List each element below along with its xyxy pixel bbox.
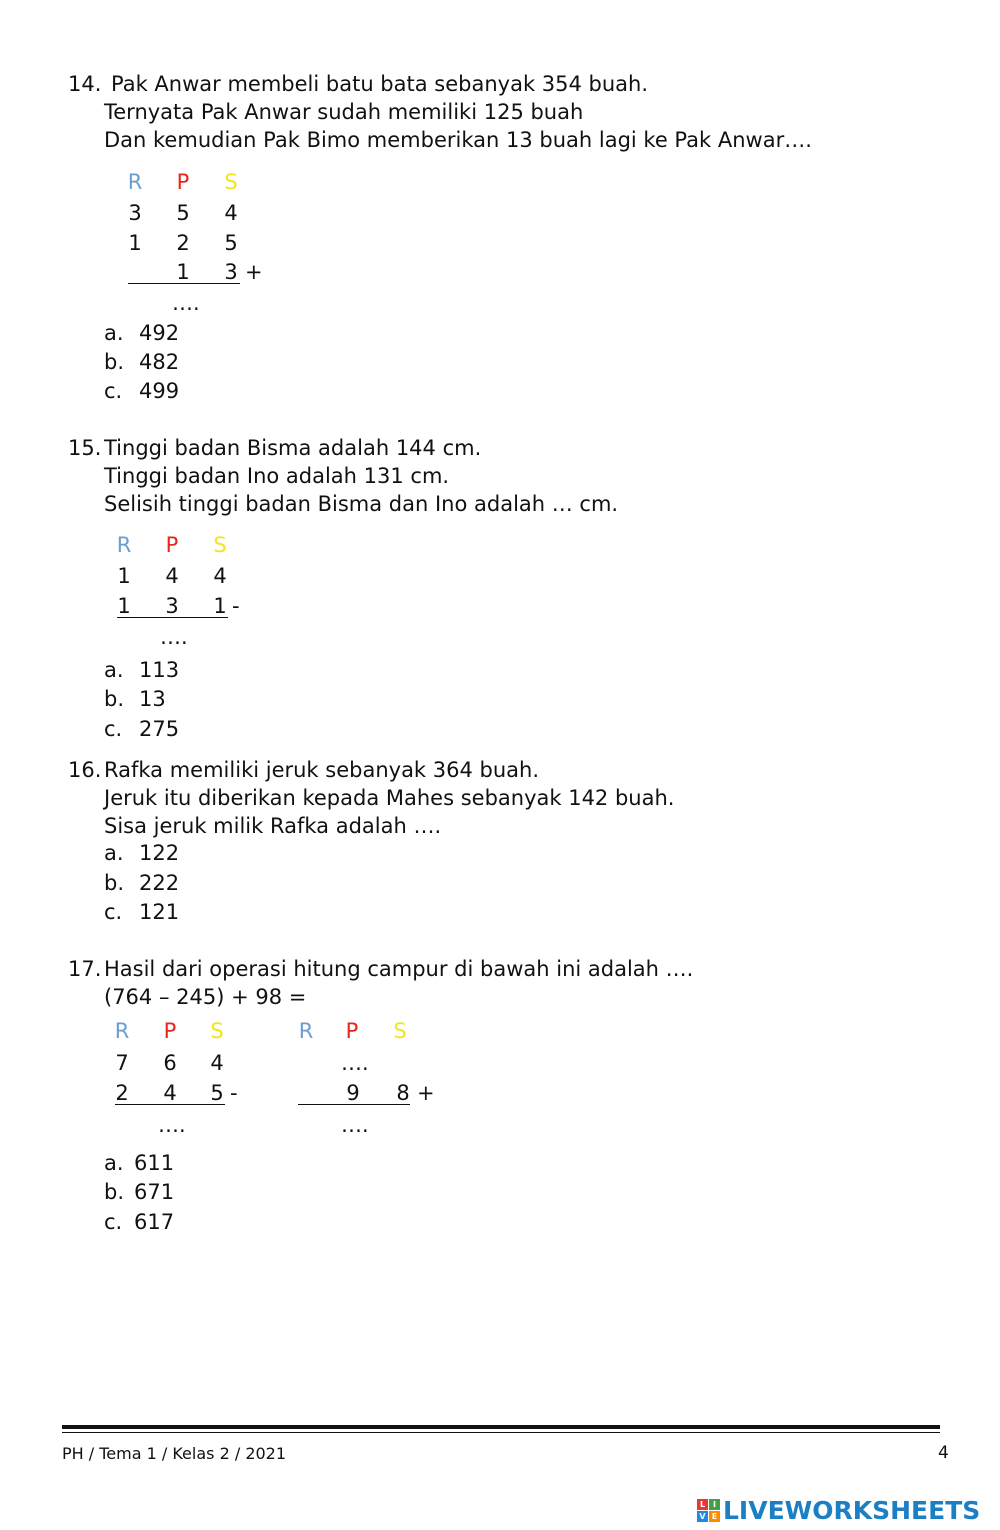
- option-letter: c.: [104, 717, 123, 741]
- digit: 6: [163, 1051, 177, 1075]
- digit: 5: [210, 1081, 224, 1105]
- option-value[interactable]: 122: [139, 841, 180, 865]
- answer-blank: ….: [341, 1051, 369, 1075]
- sum-line: [128, 283, 240, 284]
- option-value[interactable]: 121: [139, 900, 180, 924]
- header-ratusan: R: [114, 1019, 130, 1043]
- digit: 1: [117, 594, 131, 618]
- option-value[interactable]: 113: [139, 658, 180, 682]
- option-letter: b.: [104, 1180, 125, 1204]
- header-satuan: S: [213, 533, 227, 557]
- operator-plus: +: [245, 260, 263, 284]
- digit: 3: [128, 201, 142, 225]
- question-number: 16.: [68, 758, 102, 782]
- option-letter: a.: [104, 1151, 124, 1175]
- question-text: Ternyata Pak Anwar sudah memiliki 125 buah: [104, 100, 584, 124]
- question-text: Tinggi badan Ino adalah 131 cm.: [104, 464, 450, 488]
- digit: 3: [165, 594, 179, 618]
- operator-minus: -: [230, 1081, 238, 1105]
- answer-blank: ….: [172, 291, 200, 315]
- option-letter: c.: [104, 900, 123, 924]
- digit: 7: [115, 1051, 129, 1075]
- answer-blank: ….: [341, 1113, 369, 1137]
- header-puluhan: P: [165, 533, 179, 557]
- question-number: 14.: [68, 72, 102, 96]
- header-satuan: S: [210, 1019, 224, 1043]
- header-puluhan: P: [163, 1019, 177, 1043]
- liveworksheets-logo[interactable]: [697, 1493, 980, 1527]
- expression: (764 – 245) + 98 =: [104, 985, 307, 1009]
- footer-text: PH / Tema 1 / Kelas 2 / 2021: [62, 1444, 287, 1463]
- header-ratusan: R: [127, 170, 143, 194]
- option-letter: b.: [104, 871, 125, 895]
- page-number: 4: [938, 1443, 949, 1463]
- option-value[interactable]: 611: [134, 1151, 175, 1175]
- logo-mark-icon: L I V E: [697, 1499, 720, 1522]
- option-value[interactable]: 275: [139, 717, 180, 741]
- option-letter: b.: [104, 687, 125, 711]
- option-letter: a.: [104, 658, 124, 682]
- question-text: Sisa jeruk milik Rafka adalah ….: [104, 814, 442, 838]
- question-number: 15.: [68, 436, 102, 460]
- question-text: Tinggi badan Bisma adalah 144 cm.: [104, 436, 482, 460]
- footer-rule-thick: [62, 1425, 940, 1429]
- answer-blank: ….: [160, 625, 188, 649]
- digit: 4: [210, 1051, 224, 1075]
- digit: 5: [176, 201, 190, 225]
- digit: 1: [213, 594, 227, 618]
- option-value[interactable]: 13: [139, 687, 166, 711]
- option-value[interactable]: 617: [134, 1210, 175, 1234]
- option-letter: b.: [104, 350, 125, 374]
- option-letter: c.: [104, 1210, 123, 1234]
- question-text: Jeruk itu diberikan kepada Mahes sebanyak 142 buah.: [104, 786, 675, 810]
- operator-plus: +: [417, 1081, 435, 1105]
- option-value[interactable]: 222: [139, 871, 180, 895]
- digit: 5: [224, 231, 238, 255]
- digit: 4: [213, 564, 227, 588]
- digit: 1: [117, 564, 131, 588]
- header-puluhan: P: [345, 1019, 359, 1043]
- answer-blank: ….: [158, 1113, 186, 1137]
- option-letter: a.: [104, 321, 124, 345]
- digit: 4: [163, 1081, 177, 1105]
- option-letter: c.: [104, 379, 123, 403]
- header-ratusan: R: [298, 1019, 314, 1043]
- sum-line: [298, 1104, 410, 1105]
- header-satuan: S: [393, 1019, 407, 1043]
- digit: 2: [176, 231, 190, 255]
- digit: 2: [115, 1081, 129, 1105]
- digit: 8: [396, 1081, 410, 1105]
- question-number: 17.: [68, 957, 102, 981]
- digit: 3: [224, 260, 238, 284]
- question-text: Selisih tinggi badan Bisma dan Ino adalah … cm.: [104, 492, 619, 516]
- option-value[interactable]: 492: [139, 321, 180, 345]
- header-ratusan: R: [116, 533, 132, 557]
- question-text: Hasil dari operasi hitung campur di bawah ini adalah ….: [104, 957, 694, 981]
- question-text: Rafka memiliki jeruk sebanyak 364 buah.: [104, 758, 540, 782]
- question-text: Dan kemudian Pak Bimo memberikan 13 buah lagi ke Pak Anwar….: [104, 128, 812, 152]
- header-satuan: S: [224, 170, 238, 194]
- digit: 4: [224, 201, 238, 225]
- difference-line: [117, 617, 228, 618]
- digit: 1: [128, 231, 142, 255]
- option-letter: a.: [104, 841, 124, 865]
- option-value[interactable]: 482: [139, 350, 180, 374]
- difference-line: [115, 1104, 225, 1105]
- digit: 9: [346, 1081, 360, 1105]
- footer-rule-thin: [62, 1432, 940, 1433]
- question-text: Pak Anwar membeli batu bata sebanyak 354 buah.: [111, 72, 649, 96]
- digit: 1: [176, 260, 190, 284]
- digit: 4: [165, 564, 179, 588]
- operator-minus: -: [232, 594, 240, 618]
- logo-text: LIVEWORKSHEETS: [723, 1495, 981, 1525]
- option-value[interactable]: 499: [139, 379, 180, 403]
- option-value[interactable]: 671: [134, 1180, 175, 1204]
- header-puluhan: P: [176, 170, 190, 194]
